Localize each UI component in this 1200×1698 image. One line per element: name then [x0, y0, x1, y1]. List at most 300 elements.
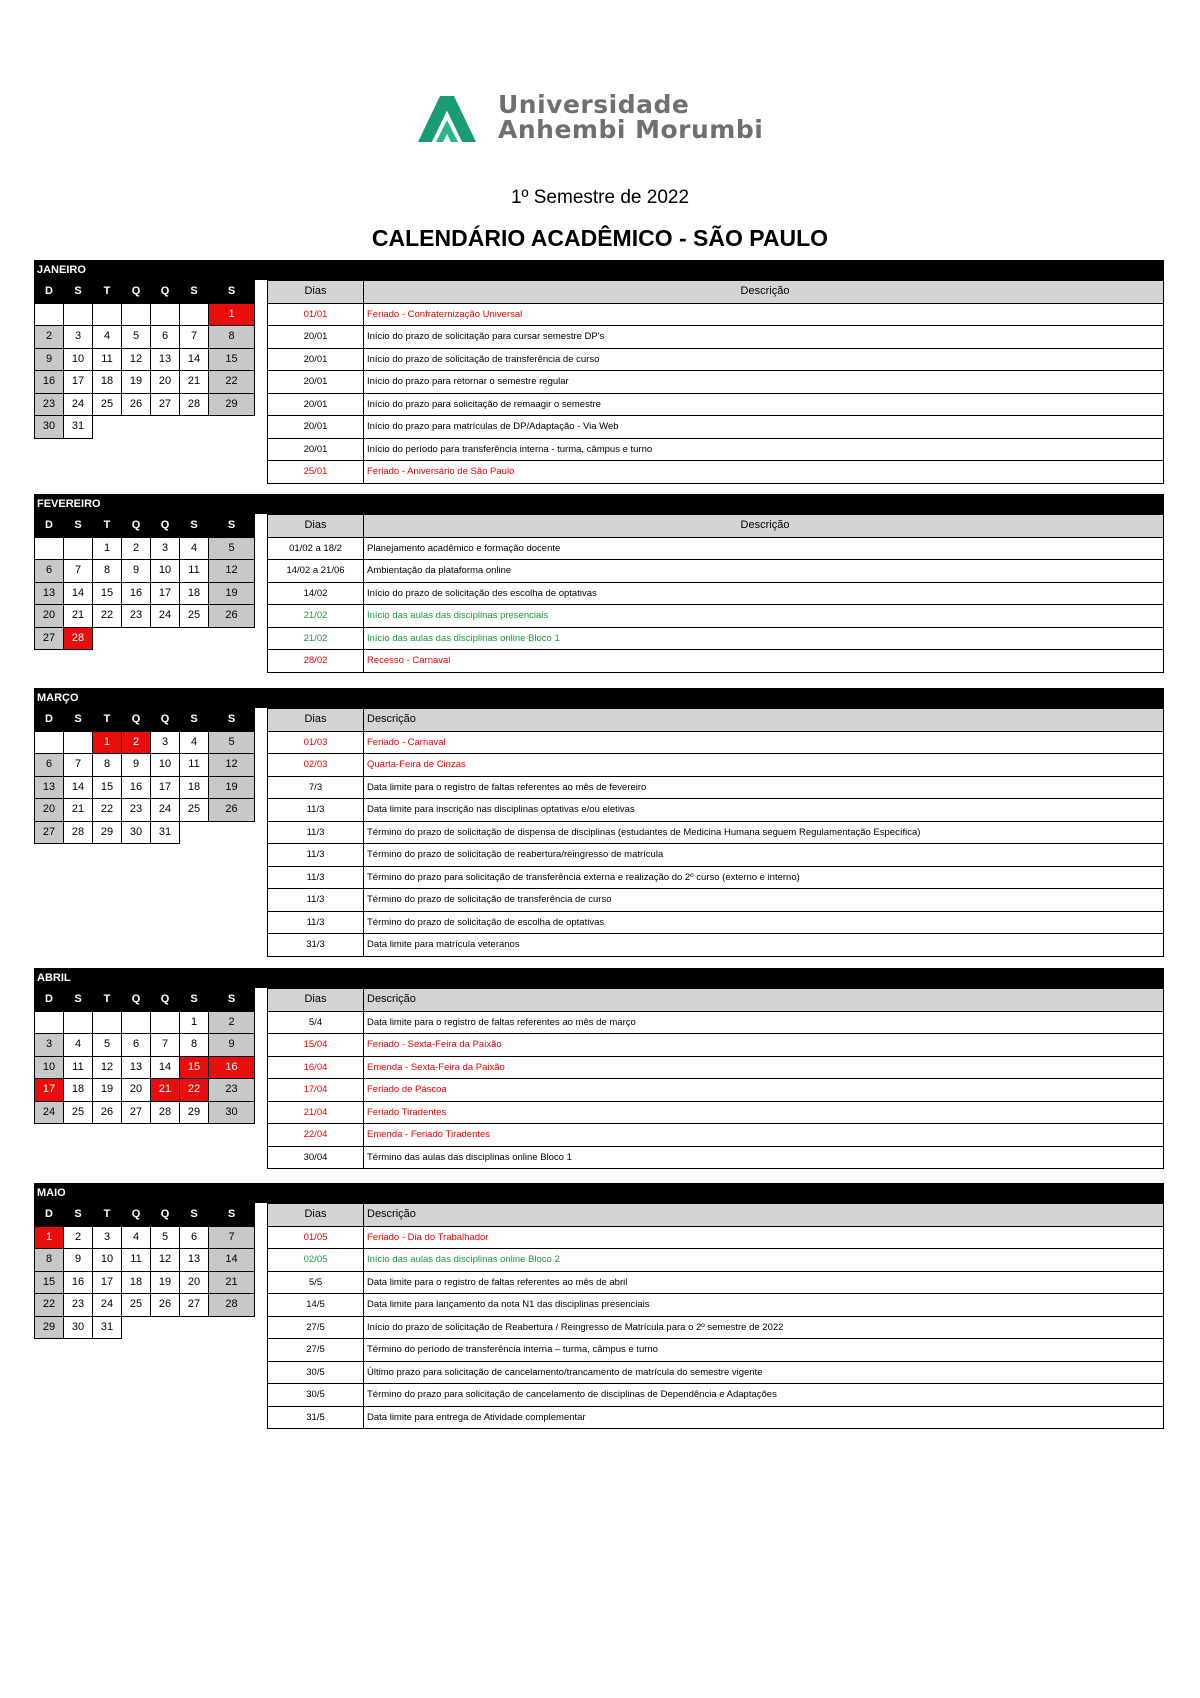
event-description: Término das aulas das disciplinas online Bloco 1 — [364, 1146, 1164, 1169]
day-cell: 12 — [93, 1056, 122, 1079]
event-date: 01/05 — [268, 1226, 364, 1249]
event-description: Término do prazo de solicitação de escolha de optativas — [364, 911, 1164, 934]
day-cell: 31 — [64, 416, 93, 439]
day-cell: 23 — [122, 605, 151, 628]
day-cell: 22 — [35, 1294, 64, 1317]
day-cell: 15 — [209, 348, 255, 371]
day-cell: 7 — [180, 326, 209, 349]
empty-cell — [209, 627, 255, 650]
logo-line2: Anhembi Morumbi — [498, 115, 764, 144]
day-cell: 13 — [122, 1056, 151, 1079]
day-cell: 27 — [122, 1101, 151, 1124]
event-row — [268, 1294, 1164, 1317]
day-cell: 13 — [151, 348, 180, 371]
event-date: 01/03 — [268, 731, 364, 754]
event-row — [268, 560, 1164, 583]
day-cell: 9 — [122, 754, 151, 777]
weekday-header: S — [209, 281, 255, 304]
event-description: Feriado - Dia do Trabalhador — [364, 1226, 1164, 1249]
event-description: Término do prazo de solicitação de transferência de curso — [364, 889, 1164, 912]
weekday-header: Q — [122, 709, 151, 732]
day-cell: 25 — [93, 393, 122, 416]
weekday-header: S — [64, 709, 93, 732]
event-description: Data limite para matrícula veteranos — [364, 934, 1164, 957]
day-cell: 17 — [151, 776, 180, 799]
event-description: Início do prazo para retornar o semestre regular — [364, 371, 1164, 394]
weekday-header: S — [64, 989, 93, 1012]
event-row — [268, 1339, 1164, 1362]
day-cell: 1 — [35, 1226, 64, 1249]
day-cell: 22 — [180, 1079, 209, 1102]
day-cell: 31 — [93, 1316, 122, 1339]
day-cell: 18 — [64, 1079, 93, 1102]
events-table — [267, 988, 1164, 1169]
event-description: Data limite para o registro de faltas referentes ao mês de abril — [364, 1271, 1164, 1294]
day-cell: 12 — [209, 754, 255, 777]
weekday-header: S — [209, 515, 255, 538]
day-cell: 7 — [64, 754, 93, 777]
weekday-header: D — [35, 989, 64, 1012]
day-cell: 8 — [93, 560, 122, 583]
event-description: Início do prazo de solicitação de transferência de curso — [364, 348, 1164, 371]
day-cell: 6 — [180, 1226, 209, 1249]
days-column-header: Dias — [268, 1204, 364, 1227]
blank-day-cell — [180, 303, 209, 326]
month-calendar — [34, 1203, 255, 1339]
event-date: 30/5 — [268, 1361, 364, 1384]
day-cell: 3 — [64, 326, 93, 349]
weekday-header: S — [180, 281, 209, 304]
day-cell: 15 — [93, 776, 122, 799]
day-cell: 29 — [35, 1316, 64, 1339]
day-cell: 28 — [151, 1101, 180, 1124]
day-cell: 1 — [180, 1011, 209, 1034]
event-date: 11/3 — [268, 911, 364, 934]
day-cell: 14 — [180, 348, 209, 371]
day-cell: 6 — [35, 560, 64, 583]
event-description: Término do prazo de solicitação de dispensa de disciplinas (estudantes de Medicina Humana seguem Regulamentação Específica) — [364, 821, 1164, 844]
day-cell: 13 — [35, 776, 64, 799]
event-description: Feriado - Sexta-Feira da Paixão — [364, 1034, 1164, 1057]
day-cell: 28 — [209, 1294, 255, 1317]
days-column-header: Dias — [268, 989, 364, 1012]
event-description: Feriado - Confraternização Universal — [364, 303, 1164, 326]
event-description: Planejamento acadêmico e formação docente — [364, 537, 1164, 560]
event-description: Emenda - Sexta-Feira da Paixão — [364, 1056, 1164, 1079]
day-cell: 1 — [93, 537, 122, 560]
day-cell: 30 — [35, 416, 64, 439]
weekday-header: Q — [122, 281, 151, 304]
day-cell: 18 — [122, 1271, 151, 1294]
event-date: 02/05 — [268, 1249, 364, 1272]
day-cell: 19 — [209, 776, 255, 799]
logo-line1: Universidade — [498, 90, 690, 119]
event-date: 30/04 — [268, 1146, 364, 1169]
day-cell: 5 — [122, 326, 151, 349]
event-date: 27/5 — [268, 1339, 364, 1362]
empty-cell — [209, 821, 255, 844]
day-cell: 4 — [93, 326, 122, 349]
event-row — [268, 371, 1164, 394]
day-cell: 21 — [180, 371, 209, 394]
event-date: 20/01 — [268, 371, 364, 394]
event-date: 15/04 — [268, 1034, 364, 1057]
day-cell: 23 — [209, 1079, 255, 1102]
day-cell: 12 — [151, 1249, 180, 1272]
event-date: 20/01 — [268, 326, 364, 349]
event-row — [268, 799, 1164, 822]
event-date: 7/3 — [268, 776, 364, 799]
weekday-header: S — [180, 709, 209, 732]
day-cell: 10 — [151, 560, 180, 583]
event-description: Término do prazo de solicitação de reabertura/reingresso de matrícula — [364, 844, 1164, 867]
event-description: Data limite para inscrição nas disciplinas optativas e/ou eletivas — [364, 799, 1164, 822]
empty-cell — [180, 1316, 209, 1339]
day-cell: 12 — [209, 560, 255, 583]
day-cell: 9 — [35, 348, 64, 371]
day-cell: 4 — [122, 1226, 151, 1249]
weekday-header: S — [64, 281, 93, 304]
event-description: Data limite para lançamento da nota N1 das disciplinas presenciais — [364, 1294, 1164, 1317]
day-cell: 20 — [122, 1079, 151, 1102]
month-calendar — [34, 280, 255, 439]
day-cell: 21 — [209, 1271, 255, 1294]
event-row — [268, 1079, 1164, 1102]
event-date: 11/3 — [268, 799, 364, 822]
day-cell: 2 — [122, 731, 151, 754]
weekday-header: S — [180, 1204, 209, 1227]
event-description: Início das aulas das disciplinas presenciais — [364, 605, 1164, 628]
day-cell: 11 — [122, 1249, 151, 1272]
day-cell: 2 — [35, 326, 64, 349]
event-date: 17/04 — [268, 1079, 364, 1102]
event-row — [268, 537, 1164, 560]
day-cell: 3 — [35, 1034, 64, 1057]
event-date: 5/5 — [268, 1271, 364, 1294]
day-cell: 6 — [122, 1034, 151, 1057]
day-cell: 22 — [93, 799, 122, 822]
events-table — [267, 280, 1164, 484]
day-cell: 18 — [180, 776, 209, 799]
day-cell: 3 — [151, 731, 180, 754]
day-cell: 20 — [151, 371, 180, 394]
event-row — [268, 1011, 1164, 1034]
weekday-header: S — [180, 515, 209, 538]
event-date: 25/01 — [268, 461, 364, 484]
event-date: 27/5 — [268, 1316, 364, 1339]
event-row — [268, 627, 1164, 650]
day-cell: 7 — [151, 1034, 180, 1057]
day-cell: 2 — [64, 1226, 93, 1249]
event-row — [268, 650, 1164, 673]
day-cell: 9 — [64, 1249, 93, 1272]
weekday-header: Q — [151, 709, 180, 732]
day-cell: 11 — [180, 754, 209, 777]
day-cell: 11 — [93, 348, 122, 371]
blank-day-cell — [64, 303, 93, 326]
event-description: Início do período para transferência interna - turma, câmpus e turno — [364, 438, 1164, 461]
event-description: Recesso - Carnaval — [364, 650, 1164, 673]
event-row — [268, 1406, 1164, 1429]
day-cell: 1 — [209, 303, 255, 326]
event-date: 02/03 — [268, 754, 364, 777]
day-cell: 9 — [209, 1034, 255, 1057]
event-date: 01/01 — [268, 303, 364, 326]
event-description: Feriado - Carnaval — [364, 731, 1164, 754]
day-cell: 26 — [209, 605, 255, 628]
blank-day-cell — [93, 303, 122, 326]
day-cell: 24 — [35, 1101, 64, 1124]
day-cell: 7 — [64, 560, 93, 583]
event-date: 30/5 — [268, 1384, 364, 1407]
blank-day-cell — [35, 1011, 64, 1034]
weekday-header: D — [35, 1204, 64, 1227]
weekday-header: S — [64, 515, 93, 538]
day-cell: 4 — [180, 537, 209, 560]
weekday-header: T — [93, 989, 122, 1012]
event-date: 16/04 — [268, 1056, 364, 1079]
day-cell: 24 — [93, 1294, 122, 1317]
day-cell: 16 — [122, 582, 151, 605]
event-date: 31/3 — [268, 934, 364, 957]
event-row — [268, 911, 1164, 934]
day-cell: 6 — [151, 326, 180, 349]
event-description: Último prazo para solicitação de cancelamento/trancamento de matrícula do semestre vigente — [364, 1361, 1164, 1384]
day-cell: 14 — [151, 1056, 180, 1079]
day-cell: 5 — [209, 731, 255, 754]
empty-cell — [151, 416, 180, 439]
day-cell: 20 — [35, 799, 64, 822]
day-cell: 16 — [35, 371, 64, 394]
day-cell: 29 — [180, 1101, 209, 1124]
weekday-header: Q — [122, 515, 151, 538]
weekday-header: T — [93, 515, 122, 538]
day-cell: 11 — [64, 1056, 93, 1079]
day-cell: 17 — [93, 1271, 122, 1294]
blank-day-cell — [151, 1011, 180, 1034]
day-cell: 1 — [93, 731, 122, 754]
event-description: Início do prazo para matrículas de DP/Adaptação - Via Web — [364, 416, 1164, 439]
event-description: Data limite para o registro de faltas referentes ao mês de fevereiro — [364, 776, 1164, 799]
event-description: Início do prazo de solicitação des escolha de optativas — [364, 582, 1164, 605]
day-cell: 19 — [93, 1079, 122, 1102]
blank-day-cell — [151, 303, 180, 326]
day-cell: 19 — [151, 1271, 180, 1294]
event-row — [268, 821, 1164, 844]
event-row — [268, 393, 1164, 416]
event-date: 20/01 — [268, 438, 364, 461]
event-row — [268, 348, 1164, 371]
event-date: 14/02 — [268, 582, 364, 605]
day-cell: 31 — [151, 821, 180, 844]
day-cell: 26 — [122, 393, 151, 416]
day-cell: 27 — [35, 821, 64, 844]
day-cell: 15 — [93, 582, 122, 605]
empty-cell — [209, 416, 255, 439]
weekday-header: S — [209, 1204, 255, 1227]
empty-cell — [122, 1316, 151, 1339]
day-cell: 24 — [151, 605, 180, 628]
day-cell: 10 — [93, 1249, 122, 1272]
day-cell: 17 — [64, 371, 93, 394]
day-cell: 30 — [209, 1101, 255, 1124]
logo-mark-icon — [418, 96, 476, 142]
event-row — [268, 1101, 1164, 1124]
weekday-header: Q — [151, 1204, 180, 1227]
weekday-header: T — [93, 281, 122, 304]
events-table — [267, 1203, 1164, 1429]
event-row — [268, 866, 1164, 889]
event-description: Término do prazo para solicitação de cancelamento de disciplinas de Dependência e Adaptações — [364, 1384, 1164, 1407]
day-cell: 14 — [64, 776, 93, 799]
day-cell: 15 — [180, 1056, 209, 1079]
day-cell: 19 — [122, 371, 151, 394]
month-calendar — [34, 988, 255, 1124]
event-row — [268, 461, 1164, 484]
event-description: Término do prazo para solicitação de transferência externa e realização do 2º curso (externo e interno) — [364, 866, 1164, 889]
event-description: Início do prazo para solicitação de remaagir o semestre — [364, 393, 1164, 416]
weekday-header: D — [35, 515, 64, 538]
event-row — [268, 1034, 1164, 1057]
event-description: Ambientação da plataforma online — [364, 560, 1164, 583]
day-cell: 16 — [122, 776, 151, 799]
weekday-header: T — [93, 709, 122, 732]
event-row — [268, 1146, 1164, 1169]
weekday-header: S — [64, 1204, 93, 1227]
event-description: Data limite para entrega de Atividade complementar — [364, 1406, 1164, 1429]
event-row — [268, 1056, 1164, 1079]
day-cell: 30 — [122, 821, 151, 844]
day-cell: 16 — [209, 1056, 255, 1079]
event-description: Início do prazo de solicitação para cursar semestre DP's — [364, 326, 1164, 349]
events-table — [267, 708, 1164, 957]
event-description: Feriado Tiradentes — [364, 1101, 1164, 1124]
day-cell: 28 — [180, 393, 209, 416]
event-date: 5/4 — [268, 1011, 364, 1034]
month-name: MAIO — [34, 1183, 1164, 1203]
day-cell: 25 — [180, 605, 209, 628]
day-cell: 10 — [35, 1056, 64, 1079]
day-cell: 10 — [64, 348, 93, 371]
empty-cell — [122, 416, 151, 439]
event-row — [268, 754, 1164, 777]
day-cell: 8 — [35, 1249, 64, 1272]
blank-day-cell — [93, 1011, 122, 1034]
event-date: 21/04 — [268, 1101, 364, 1124]
event-row — [268, 1316, 1164, 1339]
event-description: Emenda - Feriado Tiradentes — [364, 1124, 1164, 1147]
event-description: Quarta-Feira de Cinzas — [364, 754, 1164, 777]
event-date: 21/02 — [268, 605, 364, 628]
day-cell: 29 — [209, 393, 255, 416]
description-column-header: Descrição — [364, 515, 1164, 538]
event-description: Feriado - Aniversário de São Paulo — [364, 461, 1164, 484]
blank-day-cell — [64, 731, 93, 754]
day-cell: 26 — [209, 799, 255, 822]
blank-day-cell — [64, 1011, 93, 1034]
description-column-header: Descrição — [364, 709, 1164, 732]
weekday-header: Q — [151, 515, 180, 538]
month-name: JANEIRO — [34, 260, 1164, 280]
day-cell: 27 — [151, 393, 180, 416]
blank-day-cell — [122, 303, 151, 326]
event-row — [268, 1249, 1164, 1272]
blank-day-cell — [122, 1011, 151, 1034]
day-cell: 25 — [64, 1101, 93, 1124]
day-cell: 22 — [209, 371, 255, 394]
event-row — [268, 1361, 1164, 1384]
event-row — [268, 416, 1164, 439]
weekday-header: S — [209, 709, 255, 732]
blank-day-cell — [64, 537, 93, 560]
day-cell: 20 — [35, 605, 64, 628]
day-cell: 4 — [64, 1034, 93, 1057]
day-cell: 26 — [151, 1294, 180, 1317]
day-cell: 4 — [180, 731, 209, 754]
day-cell: 24 — [64, 393, 93, 416]
blank-day-cell — [35, 731, 64, 754]
month-calendar — [34, 514, 255, 650]
event-row — [268, 605, 1164, 628]
day-cell: 14 — [209, 1249, 255, 1272]
event-row — [268, 1124, 1164, 1147]
day-cell: 26 — [93, 1101, 122, 1124]
day-cell: 27 — [35, 627, 64, 650]
day-cell: 21 — [64, 799, 93, 822]
day-cell: 5 — [209, 537, 255, 560]
day-cell: 16 — [64, 1271, 93, 1294]
event-date: 14/02 a 21/06 — [268, 560, 364, 583]
event-date: 20/01 — [268, 348, 364, 371]
day-cell: 23 — [122, 799, 151, 822]
event-date: 31/5 — [268, 1406, 364, 1429]
days-column-header: Dias — [268, 515, 364, 538]
empty-cell — [122, 627, 151, 650]
event-date: 11/3 — [268, 889, 364, 912]
event-description: Início das aulas das disciplinas online Bloco 1 — [364, 627, 1164, 650]
day-cell: 5 — [93, 1034, 122, 1057]
event-row — [268, 303, 1164, 326]
day-cell: 17 — [35, 1079, 64, 1102]
weekday-header: T — [93, 1204, 122, 1227]
day-cell: 5 — [151, 1226, 180, 1249]
event-date: 11/3 — [268, 866, 364, 889]
blank-day-cell — [35, 303, 64, 326]
day-cell: 18 — [93, 371, 122, 394]
day-cell: 30 — [64, 1316, 93, 1339]
event-description: Início do prazo de solicitação de Reabertura / Reingresso de Matrícula para o 2º semestre de 2022 — [364, 1316, 1164, 1339]
day-cell: 3 — [151, 537, 180, 560]
day-cell: 11 — [180, 560, 209, 583]
event-row — [268, 934, 1164, 957]
day-cell: 6 — [35, 754, 64, 777]
page-title: CALENDÁRIO ACADÊMICO - SÃO PAULO — [371, 225, 829, 251]
event-date: 20/01 — [268, 416, 364, 439]
day-cell: 15 — [35, 1271, 64, 1294]
event-date: 21/02 — [268, 627, 364, 650]
event-description: Término do período de transferência interna – turma, câmpus e turno — [364, 1339, 1164, 1362]
event-date: 22/04 — [268, 1124, 364, 1147]
day-cell: 24 — [151, 799, 180, 822]
day-cell: 2 — [209, 1011, 255, 1034]
weekday-header: Q — [151, 281, 180, 304]
university-logo — [418, 92, 808, 148]
description-column-header: Descrição — [364, 989, 1164, 1012]
day-cell: 29 — [93, 821, 122, 844]
blank-day-cell — [35, 537, 64, 560]
day-cell: 25 — [180, 799, 209, 822]
event-row — [268, 889, 1164, 912]
